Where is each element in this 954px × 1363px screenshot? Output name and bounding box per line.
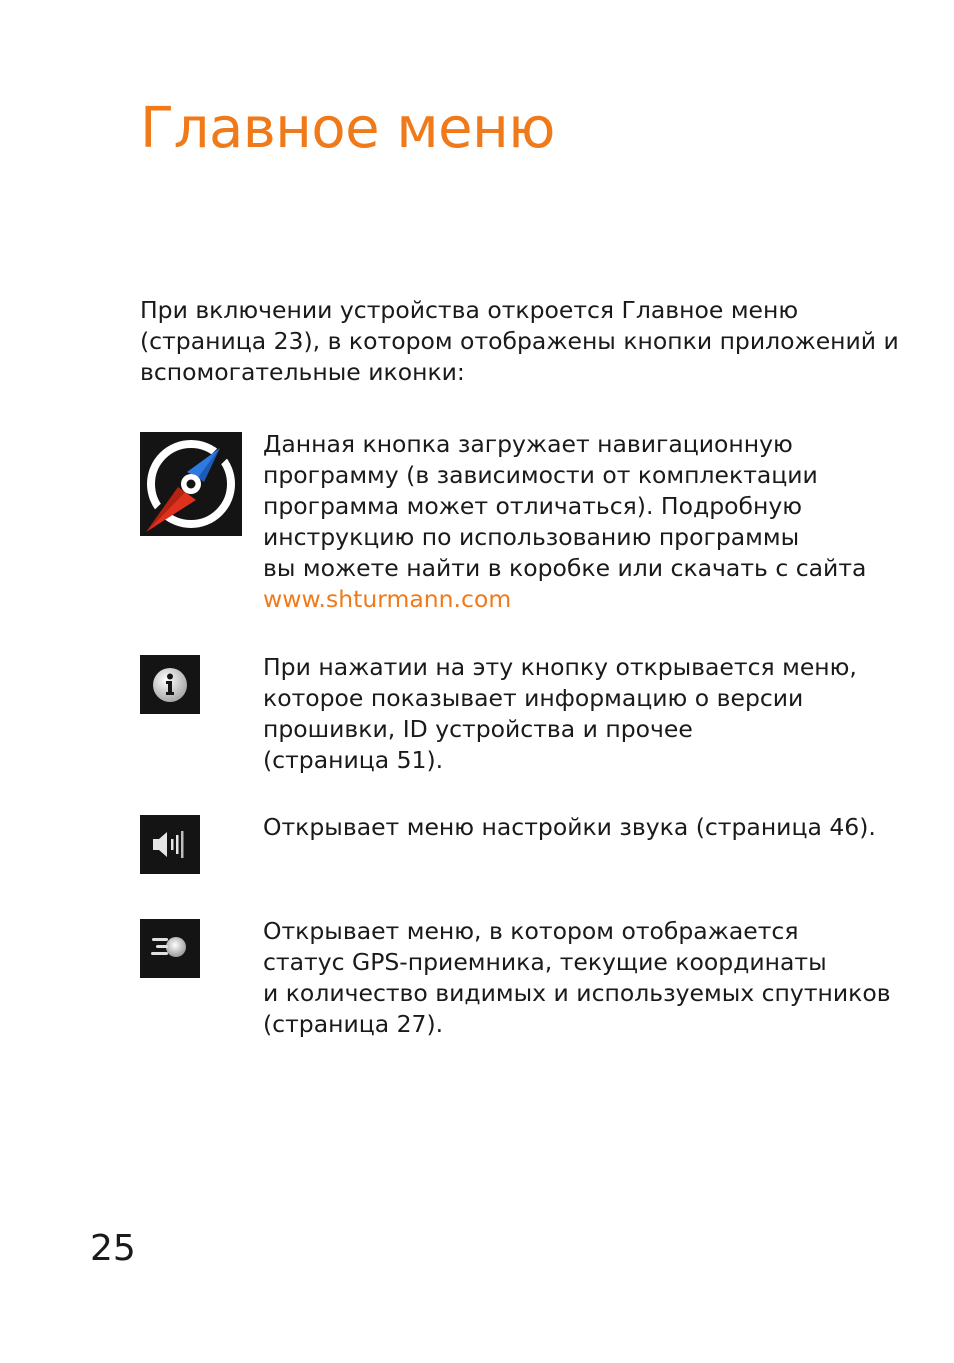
- info-description: При нажатии на эту кнопку открывается меню, которое показывает информацию о версии прошивки, ID устройства и прочее (страница 51).: [263, 653, 857, 774]
- speaker-volume-icon[interactable]: [140, 815, 200, 874]
- info-icon[interactable]: [140, 655, 200, 714]
- navigation-description: Данная кнопка загружает навигационную программу (в зависимости от комплектации программа может отличаться). Подробную инструкцию по использованию программы вы можете найти в коробке или скачать с сайта www.shturmann.com: [263, 429, 923, 615]
- page-number: 25: [90, 1228, 136, 1269]
- intro-paragraph: При включении устройства откроется Главное меню (страница 23), в котором отображены кнопки приложений и вспомогательные иконки:: [140, 296, 899, 386]
- sound-description: Открывает меню настройки звука (страница 46).: [263, 813, 876, 841]
- gps-satellite-icon[interactable]: [140, 919, 200, 978]
- gps-description: Открывает меню, в котором отображается статус GPS-приемника, текущие координаты и количество видимых и используемых спутников (страница 27).: [263, 917, 891, 1038]
- navigation-compass-icon[interactable]: [140, 432, 242, 536]
- page-title: Главное меню: [140, 96, 555, 161]
- website-link[interactable]: www.shturmann.com: [263, 585, 512, 613]
